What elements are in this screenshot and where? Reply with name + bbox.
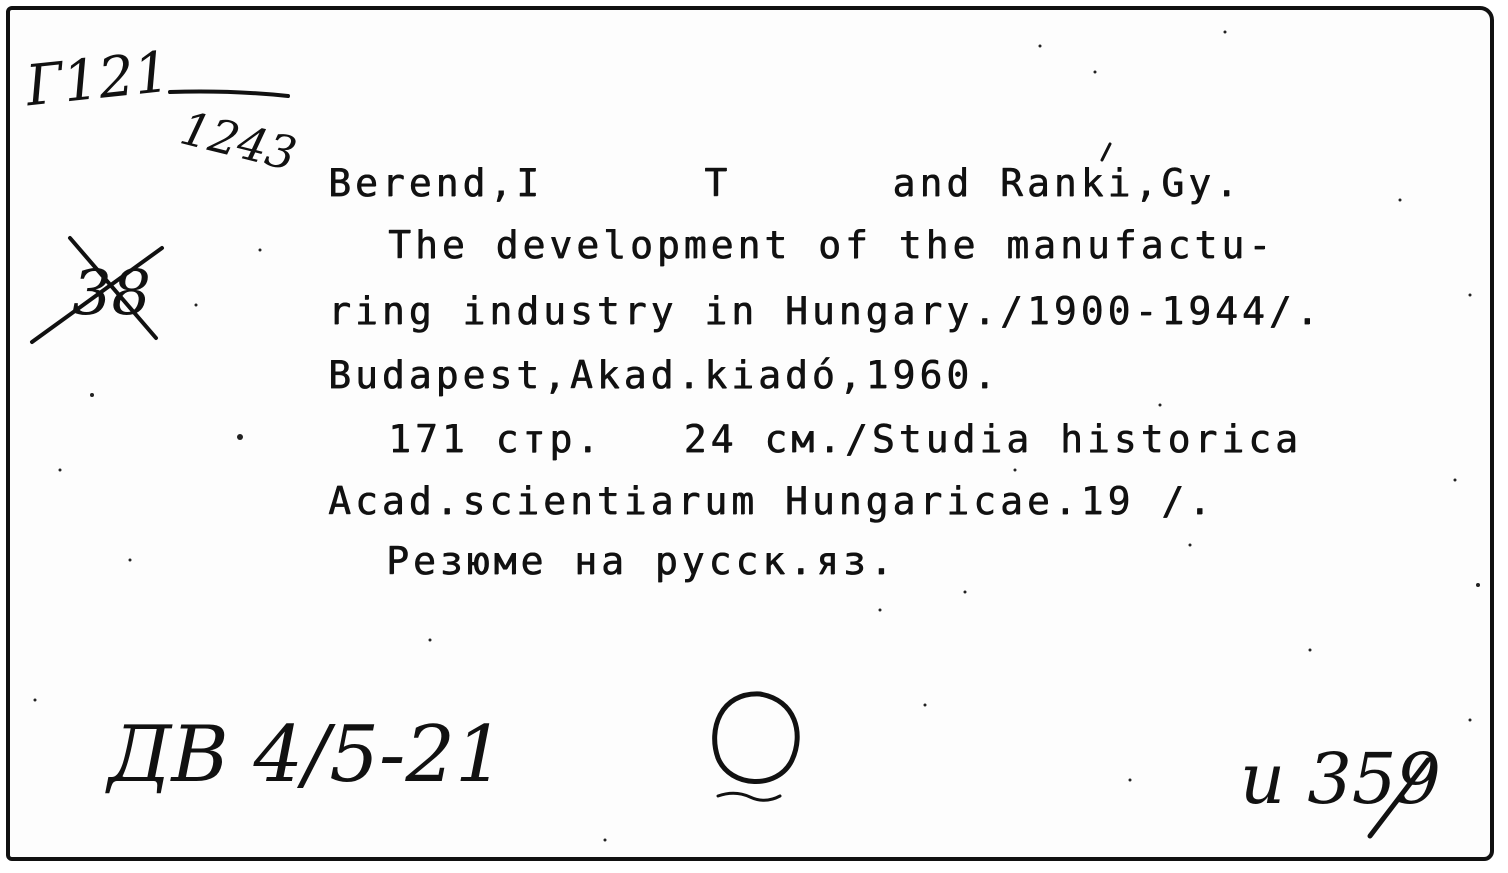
bottom-left-code: ДВ 4/5-21 bbox=[108, 710, 505, 800]
struck-number: 38 bbox=[72, 256, 151, 329]
shelfmark-denominator: 1243 bbox=[175, 100, 302, 182]
strike-line-1 bbox=[32, 248, 162, 342]
series-line: Acad.scientiarum Hungaricae.19 /. bbox=[328, 479, 1215, 523]
drawn-circle bbox=[715, 694, 798, 782]
title-line-2: ring industry in Hungary./1900-1944/. bbox=[328, 289, 1323, 333]
strike-line-2 bbox=[70, 238, 156, 338]
imprint-line: Budapest,Akad.kiadó,1960. bbox=[328, 353, 1000, 397]
note-line: Резюме на русск.яз. bbox=[386, 539, 897, 583]
author-line: Berend,I T and Ranki,Gy. bbox=[328, 161, 1242, 205]
bottom-right-number: и 359 bbox=[1240, 738, 1441, 820]
circle-squiggle bbox=[718, 793, 780, 800]
collation-line: 171 стр. 24 см./Studia historica bbox=[388, 417, 1302, 461]
title-line-1: The development of the manufactu- bbox=[388, 223, 1275, 267]
shelfmark-top: Г121 bbox=[22, 39, 173, 120]
